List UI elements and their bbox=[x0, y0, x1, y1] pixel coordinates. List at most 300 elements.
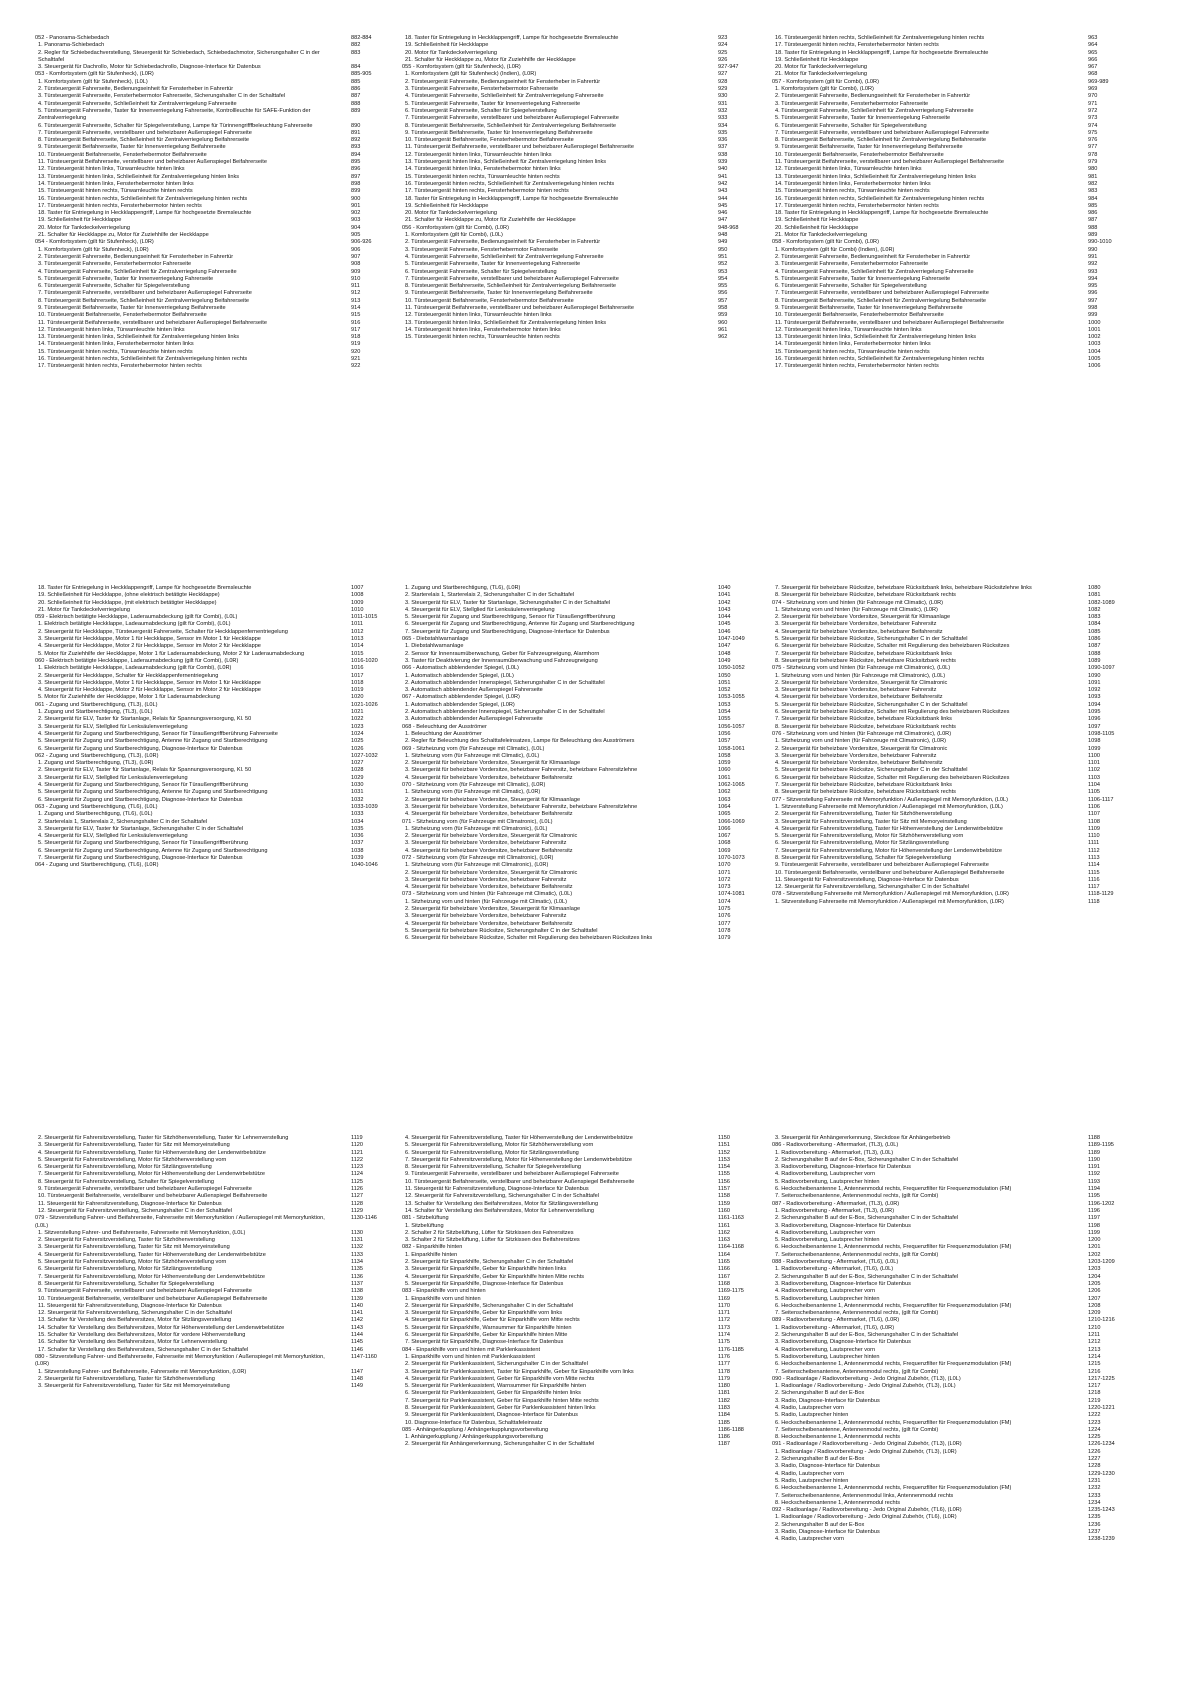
page-number: 1145 bbox=[351, 1339, 364, 1346]
entry-text: 12. Steuergerät für Fahrersitzverstellung, Sicherungshalter C in der Schalttafel bbox=[775, 884, 970, 891]
entry-text: 7. Türsteuergerät Fahrerseite, verstellbarer und beheizbarer Außenspiegel Fahrerseite bbox=[775, 290, 989, 297]
page-number: 1213 bbox=[1088, 1346, 1101, 1353]
index-entry bbox=[402, 840, 764, 847]
page-number: 908 bbox=[351, 261, 361, 268]
section-title: 080 - Sitzverstellung Fahrer- und Beifahrerseite, Fahrerseite mit Memoryfunktion / Außenspiegel mit Memoryfunktion, (L0R) bbox=[35, 1353, 325, 1368]
page-number: 1192 bbox=[1088, 1171, 1101, 1178]
page-number: 1238-1239 bbox=[1088, 1536, 1115, 1543]
entry-text: 3. Radio, Diagnose-Interface für Datenbus bbox=[775, 1463, 880, 1470]
page-number: 1083 bbox=[1088, 614, 1101, 621]
index-entry bbox=[772, 290, 1134, 297]
entry-text: 13. Türsteuergerät hinten links, Schließeinheit für Zentralverriegelung hinten links bbox=[405, 159, 607, 166]
index-entry bbox=[402, 261, 764, 268]
index-entry bbox=[772, 1274, 1134, 1281]
index-entry bbox=[772, 1244, 1134, 1251]
page-number: 1137 bbox=[351, 1280, 364, 1287]
entry-text: 4. Türsteuergerät Fahrerseite, Schließeinheit für Zentralverriegelung Fahrerseite bbox=[405, 93, 604, 100]
index-entry bbox=[772, 159, 1134, 166]
entry-text: 2. Steuergerät für Anhängererkennung, Sicherungshalter C in der Schalttafel bbox=[405, 1441, 595, 1448]
index-entry bbox=[35, 181, 397, 188]
index-entry bbox=[35, 363, 397, 370]
entry-text: 6. Türsteuergerät Fahrerseite, Schalter für Spiegelverstellung bbox=[38, 283, 190, 290]
entry-text: 6. Steuergerät für Einparkhilfe, Geber für Einparkhilfe hinten Mitte bbox=[405, 1332, 568, 1339]
index-entry bbox=[772, 137, 1134, 144]
entry-text: 8. Türsteuergerät Beifahrerseite, Schließeinheit für Zentralverriegelung Beifahrerseite bbox=[38, 297, 250, 304]
index-entry bbox=[772, 35, 1134, 42]
entry-text: 8. Heckscheibenantenne 1, Antennenmodul rechts bbox=[775, 1499, 901, 1506]
entry-text: 15. Türsteuergerät hinten rechts, Türwarnleuchte hinten rechts bbox=[405, 334, 560, 341]
index-section-heading bbox=[772, 600, 1134, 607]
entry-text: 6. Heckscheibenantenne 1, Antennenmodul rechts, Frequenzfilter für Frequenzmodulation (FM) bbox=[775, 1244, 1012, 1251]
page-number: 1209 bbox=[1088, 1310, 1101, 1317]
entry-text: 5. Radiovorbereitung, Lautsprecher hinten bbox=[775, 1353, 880, 1360]
page-number: 894 bbox=[351, 151, 361, 158]
entry-text: 5. Steuergerät für Zugang und Startberechtigung, Antenne für Zugang und Startberechtigung bbox=[38, 738, 268, 745]
entry-text: 8. Türsteuergerät Beifahrerseite, Schließeinheit für Zentralverriegelung Beifahrerseite bbox=[405, 122, 617, 129]
page-number: 931 bbox=[718, 100, 728, 107]
page-number: 955 bbox=[718, 283, 728, 290]
page-number: 1060 bbox=[718, 767, 731, 774]
index-section-heading bbox=[402, 694, 764, 701]
page-number: 1119 bbox=[351, 1135, 363, 1141]
page-number: 1115 bbox=[1088, 869, 1100, 876]
index-entry bbox=[35, 1288, 397, 1295]
entry-text: 3. Steuergerät für ELV, Stellglied für Lenksäulenverriegelung bbox=[38, 774, 188, 781]
page-number: 968 bbox=[1088, 71, 1098, 78]
entry-text: 7. Steuergerät für Zugang und Startberechtigung, Diagnose-Interface für Datenbus bbox=[405, 628, 610, 635]
index-entry bbox=[35, 680, 397, 687]
index-entry bbox=[402, 108, 764, 115]
index-entry bbox=[35, 709, 397, 716]
index-entry bbox=[772, 166, 1134, 173]
page-number: 1018 bbox=[351, 679, 364, 686]
section-title: 054 - Komfortsystem (gilt für Stufenheck), (L0R) bbox=[35, 239, 154, 246]
index-entry bbox=[402, 232, 764, 239]
index-entry bbox=[35, 1310, 397, 1317]
index-entry bbox=[772, 93, 1134, 100]
page-number: 1175 bbox=[718, 1339, 731, 1346]
page-number: 1050 bbox=[718, 672, 731, 679]
page-number: 934 bbox=[718, 122, 728, 129]
index-entry bbox=[402, 1259, 764, 1266]
index-entry bbox=[35, 1303, 397, 1310]
index-entry bbox=[35, 1164, 397, 1171]
index-entry bbox=[772, 196, 1134, 203]
page-number: 1126 bbox=[351, 1186, 364, 1193]
index-entry bbox=[772, 811, 1134, 818]
index-entry bbox=[772, 1135, 1134, 1142]
page-number: 1143 bbox=[351, 1324, 364, 1331]
page-number: 1127 bbox=[351, 1193, 364, 1200]
page-number: 1024 bbox=[351, 730, 364, 737]
page-number: 1056 bbox=[718, 730, 731, 737]
page-number: 975 bbox=[1088, 129, 1098, 136]
page-number: 1121 bbox=[351, 1149, 364, 1156]
page-number: 948 bbox=[718, 232, 728, 239]
entry-text: 7. Steuergerät für beheizbare Rücksitze, beheizbare Rücksitzbank links bbox=[775, 782, 952, 789]
page-number: 1023 bbox=[351, 723, 364, 730]
entry-text: 7. Türsteuergerät Fahrerseite, verstellbarer und beheizbarer Außenspiegel Fahrerseite bbox=[405, 115, 619, 122]
index-entry bbox=[772, 680, 1134, 687]
section-title: 071 - Sitzheizung vorn (für Fahrzeuge mit Climatronic), (L0L) bbox=[402, 818, 553, 825]
page-number: 1013 bbox=[351, 636, 364, 643]
entry-text: 6. Steuergerät für Zugang und Startberechtigung, Diagnose-Interface für Datenbus bbox=[38, 745, 243, 752]
page-number: 1122 bbox=[351, 1156, 364, 1163]
index-section-heading bbox=[402, 64, 764, 71]
entry-text: 5. Türsteuergerät Fahrerseite, Taster für Innenverriegelung Fahrerseite bbox=[775, 115, 951, 122]
entry-text: 5. Steuergerät für beheizbare Rücksitze, Sicherungshalter C in der Schalttafel bbox=[775, 701, 968, 708]
page-number: 1195 bbox=[1088, 1193, 1101, 1200]
page-number: 1050-1052 bbox=[718, 665, 745, 672]
index-entry bbox=[35, 210, 397, 217]
page-number: 1037 bbox=[351, 840, 364, 847]
page-number: 1233 bbox=[1088, 1492, 1101, 1499]
entry-text: 3. Steuergerät für beheizbare Vordersitze, beheizbarer Fahrersitz bbox=[775, 687, 937, 694]
entry-text: 8. Türsteuergerät Beifahrerseite, Schließeinheit für Zentralverriegelung Beifahrerseite bbox=[38, 137, 250, 144]
index-entry bbox=[772, 356, 1134, 363]
index-entry bbox=[35, 848, 397, 855]
index-entry bbox=[772, 130, 1134, 137]
index-entry bbox=[35, 254, 397, 261]
section-title: 062 - Zugang und Startberechtigung, (TL3), (L0R) bbox=[35, 752, 159, 759]
index-entry bbox=[772, 1237, 1134, 1244]
index-section-heading bbox=[35, 35, 397, 42]
index-entry bbox=[35, 1369, 397, 1376]
entry-text: 2. Schalter 2 für Sitzbelüftung, Lüfter für Sitzkissen des Fahrersitzes bbox=[405, 1229, 574, 1236]
index-entry bbox=[402, 210, 764, 217]
entry-text: 13. Türsteuergerät hinten links, Schließeinheit für Zentralverriegelung hinten links bbox=[38, 173, 240, 180]
index-entry bbox=[402, 753, 764, 760]
index-entry bbox=[772, 71, 1134, 78]
page-number: 882-884 bbox=[351, 35, 372, 41]
section-title: 052 - Panorama-Schiebedach bbox=[35, 35, 110, 41]
entry-text: 4. Türsteuergerät Fahrerseite, Schließeinheit für Zentralverriegelung Fahrerseite bbox=[38, 268, 237, 275]
page-number: 1017 bbox=[351, 672, 364, 679]
entry-text: 18. Taster für Entriegelung in Heckklappengriff, Lampe für hochgesetzte Bremsleuchte bbox=[775, 210, 989, 217]
entry-text: 4. Radiovorbereitung, Lautsprecher vorn bbox=[775, 1171, 876, 1178]
page-number: 1020 bbox=[351, 694, 364, 701]
index-entry bbox=[772, 1485, 1134, 1492]
index-entry bbox=[402, 1164, 764, 1171]
entry-text: 4. Steuergerät für Fahrersitzverstellung, Taster für Höhenverstellung der Lendenwirbelstütze bbox=[405, 1135, 633, 1141]
index-entry bbox=[772, 42, 1134, 49]
entry-text: 5. Türsteuergerät Fahrerseite, Taster für Innenverriegelung Fahrerseite, Kontrollleuchte für SAFE-Funktion der Zentralverriegelung bbox=[38, 107, 311, 122]
index-entry bbox=[35, 305, 397, 312]
page-number: 997 bbox=[1088, 297, 1098, 304]
index-entry bbox=[35, 775, 397, 782]
section-title: 065 - Diebstahlwarnanlage bbox=[402, 636, 469, 643]
index-panel-4 bbox=[35, 585, 397, 1085]
page-number: 913 bbox=[351, 297, 361, 304]
page-number: 978 bbox=[1088, 151, 1098, 158]
page-number: 965 bbox=[1088, 49, 1098, 56]
index-entry bbox=[402, 600, 764, 607]
index-entry bbox=[772, 334, 1134, 341]
index-entry bbox=[402, 862, 764, 869]
page-number: 1021-1026 bbox=[351, 701, 378, 708]
entry-text: 11. Steuergerät für Fahrersitzverstellung, Diagnose-Interface für Datenbus bbox=[775, 876, 959, 883]
entry-text: 1. Diebstahlwarnanlage bbox=[405, 643, 464, 650]
index-entry bbox=[402, 651, 764, 658]
index-section-heading bbox=[35, 702, 397, 709]
index-entry bbox=[772, 276, 1134, 283]
page-number: 1074 bbox=[718, 898, 731, 905]
index-entry bbox=[402, 870, 764, 877]
page-number: 1190 bbox=[1088, 1156, 1101, 1163]
entry-text: 4. Steuergerät für Zugang und Startberechtigung, Sensor für Türaußengriffberührung bbox=[38, 782, 249, 789]
entry-text: 9. Türsteuergerät Beifahrerseite, Taster für Innenverriegelung Beifahrerseite bbox=[775, 144, 963, 151]
page-number: 1193 bbox=[1088, 1178, 1101, 1185]
page-number: 963 bbox=[1088, 35, 1098, 41]
entry-text: 20. Motor für Tankdeckelverriegelung bbox=[775, 64, 867, 71]
index-entry bbox=[772, 819, 1134, 826]
page-number: 1061 bbox=[718, 774, 731, 781]
page-number: 1058-1061 bbox=[718, 745, 745, 752]
index-entry bbox=[402, 320, 764, 327]
index-entry bbox=[35, 621, 397, 628]
entry-text: 17. Türsteuergerät hinten rechts, Fensterhebermotor hinten rechts bbox=[38, 202, 202, 209]
page-number: 1178 bbox=[718, 1368, 731, 1375]
entry-text: 4. Steuergerät für Heckklappe, Motor 2 für Heckklappe, Sensor im Motor 2 für Heckklappe bbox=[38, 643, 261, 650]
page-number: 1222 bbox=[1088, 1412, 1101, 1419]
entry-text: 3. Radio, Diagnose-Interface für Datenbus bbox=[775, 1397, 880, 1404]
page-number: 1128 bbox=[351, 1200, 364, 1207]
entry-text: 4. Türsteuergerät Fahrerseite, Schließeinheit für Zentralverriegelung Fahrerseite bbox=[38, 100, 237, 107]
entry-text: 12. Steuergerät für Fahrersitzverstellung, Sicherungshalter C in der Schalttafel bbox=[38, 1310, 233, 1317]
index-entry bbox=[402, 203, 764, 210]
entry-text: 5. Radio, Lautsprecher hinten bbox=[775, 1477, 849, 1484]
page-number: 1070-1073 bbox=[718, 854, 745, 861]
index-entry bbox=[35, 1230, 397, 1237]
entry-text: 6. Steuergerät für beheizbare Rücksitze, Schalter mit Regulierung des beheizbaren Rücksitzes bbox=[775, 774, 1010, 781]
index-entry bbox=[772, 1427, 1134, 1434]
page-number: 1203-1209 bbox=[1088, 1259, 1115, 1266]
index-entry bbox=[35, 629, 397, 636]
entry-text: 3. Radiovorbereitung, Diagnose-Interface für Datenbus bbox=[775, 1280, 911, 1287]
entry-text: 3. Steuergerät für ELV, Taster für Startanlage, Sicherungshalter C in der Schalttafel bbox=[405, 599, 611, 606]
section-title: 084 - Einparkhilfe vorn und hinten mit Parklenkassistent bbox=[402, 1346, 541, 1353]
page-number: 906-926 bbox=[351, 239, 372, 246]
page-number: 984 bbox=[1088, 195, 1098, 202]
page-number: 951 bbox=[718, 253, 728, 260]
page-number: 1077 bbox=[718, 920, 731, 927]
entry-text: 5. Türsteuergerät Fahrerseite, Taster für Innenverriegelung Fahrerseite bbox=[405, 100, 581, 107]
entry-text: 7. Seitenscheibenantenne, Antennenmodul rechts, (gilt für Combi) bbox=[775, 1251, 939, 1258]
page-number: 1224 bbox=[1088, 1426, 1101, 1433]
page-number: 1183 bbox=[718, 1404, 731, 1411]
page-number: 914 bbox=[351, 304, 361, 311]
index-entry bbox=[35, 1157, 397, 1164]
page-number: 889 bbox=[351, 107, 361, 114]
page-number: 1158 bbox=[718, 1193, 731, 1200]
page-number: 982 bbox=[1088, 180, 1098, 187]
page-number: 1170 bbox=[718, 1302, 731, 1309]
entry-text: 6. Heckscheibenantenne 1, Antennenmodul rechts, Frequenzfilter für Frequenzmodulation (FM) bbox=[775, 1485, 1012, 1492]
index-entry bbox=[35, 276, 397, 283]
entry-text: 8. Heckscheibenantenne 1, Antennenmodul rechts bbox=[775, 1434, 901, 1441]
index-entry bbox=[35, 789, 397, 796]
page-number: 1199 bbox=[1088, 1229, 1101, 1236]
entry-text: 6. Steuergerät für Fahrersitzverstellung, Motor für Sitzlängsverstellung bbox=[405, 1149, 579, 1156]
page-number: 1118-1129 bbox=[1088, 891, 1114, 898]
section-title: 092 - Radioanlage / Radiovorbereitung - Jedo Original Zubehör, (TL6), (L0R) bbox=[772, 1507, 962, 1514]
index-entry bbox=[402, 188, 764, 195]
entry-text: 2. Steuergerät für Einparkhilfe, Sicherungshalter C in der Schalttafel bbox=[405, 1302, 574, 1309]
entry-text: 9. Türsteuergerät Fahrerseite, verstellbarer und beheizbarer Außenspiegel Fahrerseite bbox=[405, 1171, 619, 1178]
page-number: 1098-1105 bbox=[1088, 730, 1115, 737]
index-entry bbox=[402, 592, 764, 599]
index-entry bbox=[772, 144, 1134, 151]
index-entry bbox=[402, 254, 764, 261]
page-number: 1225 bbox=[1088, 1434, 1101, 1441]
index-entry bbox=[772, 899, 1134, 906]
page-number: 1141 bbox=[351, 1310, 364, 1317]
entry-text: 3. Steuergerät für Fahrersitzverstellung, Taster für Sitz mit Memoryeinstellung bbox=[38, 1142, 230, 1149]
page-number: 895 bbox=[351, 159, 361, 166]
index-entry bbox=[402, 1157, 764, 1164]
page-number: 1146 bbox=[351, 1346, 364, 1353]
page-number: 1033 bbox=[351, 811, 364, 818]
page-number: 942 bbox=[718, 180, 728, 187]
page-number: 1038 bbox=[351, 847, 364, 854]
page-number: 932 bbox=[718, 107, 728, 114]
index-entry bbox=[772, 1150, 1134, 1157]
page-number: 1203 bbox=[1088, 1266, 1101, 1273]
index-entry bbox=[35, 1142, 397, 1149]
index-entry bbox=[772, 673, 1134, 680]
entry-text: 13. Türsteuergerät hinten links, Schließeinheit für Zentralverriegelung hinten links bbox=[405, 319, 607, 326]
index-entry bbox=[402, 115, 764, 122]
entry-text: 4. Steuergerät für beheizbare Vordersitze, beheizbarer Beifahrersitz bbox=[775, 694, 943, 701]
entry-text: 3. Steuergerät für beheizbare Vordersitze, beheizbarer Fahrersitz, beheizbare Fahrersitzlehne bbox=[405, 767, 638, 774]
page-number: 973 bbox=[1088, 115, 1098, 122]
entry-text: 1. Elektrisch betätigte Heckklappe, Ladeaumabdeckung (gilt für Combi), (L0L) bbox=[38, 621, 231, 628]
entry-text: 11. Steuergerät für Fahrersitzverstellung, Diagnose-Interface für Datenbus bbox=[38, 1200, 222, 1207]
page-number: 1026 bbox=[351, 745, 364, 752]
page-number: 1189-1195 bbox=[1088, 1142, 1114, 1149]
entry-text: 17. Schalter für Verstellung des Beifahrersitzes, Sicherungshalter C in der Schalttafel bbox=[38, 1346, 249, 1353]
page-number: 924 bbox=[718, 42, 728, 49]
entry-text: 6. Steuergerät für beheizbare Rücksitze, Schalter mit Regulierung des beheizbaren Rücksitzes links bbox=[405, 935, 653, 942]
page-number: 939 bbox=[718, 159, 728, 166]
entry-text: 2. Steuergerät für beheizbare Vordersitze, Steuergerät für Klimaanlage bbox=[775, 614, 951, 621]
page-number: 1155 bbox=[718, 1171, 731, 1178]
entry-text: 21. Motor für Tankdeckelverriegelung bbox=[775, 232, 867, 239]
index-entry bbox=[772, 877, 1134, 884]
page-number: 1076 bbox=[718, 913, 731, 920]
index-entry bbox=[772, 57, 1134, 64]
entry-text: 7. Türsteuergerät Fahrerseite, verstellbarer und beheizbarer Außenspiegel Fahrerseite bbox=[38, 129, 252, 136]
index-entry bbox=[772, 1420, 1134, 1427]
page-number: 1196 bbox=[1088, 1207, 1101, 1214]
page-number: 900 bbox=[351, 195, 361, 202]
page-number: 1116 bbox=[1088, 876, 1100, 883]
entry-text: 10. Türsteuergerät Beifahrerseite, Fensterhebermotor Beifahrerseite bbox=[405, 297, 574, 304]
index-entry bbox=[772, 174, 1134, 181]
page-number: 896 bbox=[351, 166, 361, 173]
page-number: 1188 bbox=[1088, 1135, 1101, 1141]
entry-text: 6. Türsteuergerät Fahrerseite, Schalter für Spiegelverstellung bbox=[775, 122, 927, 129]
page-number: 1154 bbox=[718, 1164, 731, 1171]
page-number: 1125 bbox=[351, 1178, 364, 1185]
section-title: 057 - Komfortsystem (gilt für Combi), (L0R) bbox=[772, 78, 879, 85]
page-number: 1094 bbox=[1088, 701, 1101, 708]
index-section-heading bbox=[772, 79, 1134, 86]
page-number: 1112 bbox=[1088, 847, 1100, 854]
index-section-heading bbox=[402, 724, 764, 731]
entry-text: 16. Türsteuergerät hinten rechts, Schließeinheit für Zentralverriegelung hinten rechts bbox=[775, 356, 985, 363]
entry-text: 10. Türsteuergerät Beifahrerseite, verstellbarer und beheizbarer Außenspiegel Beifahrerseite bbox=[405, 1178, 635, 1185]
entry-text: 8. Steuergerät für beheizbare Rücksitze, beheizbare Rücksitzbank rechts bbox=[775, 657, 956, 664]
index-entry bbox=[402, 716, 764, 723]
entry-text: 4. Steuergerät für ELV, Stellglied für Lenksäulenverriegelung bbox=[38, 833, 188, 840]
page-number: 1140 bbox=[351, 1302, 364, 1309]
index-entry bbox=[402, 1150, 764, 1157]
entry-text: 4. Steuergerät für beheizbare Vordersitze, beheizbarer Beifahrersitz bbox=[405, 920, 573, 927]
index-entry bbox=[35, 152, 397, 159]
page-number: 1148 bbox=[351, 1375, 364, 1382]
page-number: 1236 bbox=[1088, 1521, 1101, 1528]
page-number: 1040-1046 bbox=[351, 862, 378, 869]
page-number: 1129 bbox=[351, 1207, 364, 1214]
entry-text: 4. Radiovorbereitung, Lautsprecher vorn bbox=[775, 1229, 876, 1236]
index-entry bbox=[35, 1171, 397, 1178]
entry-text: 1. Sitzheizung vorn und hinten (für Fahrzeuge mit Climatronic), (L0R) bbox=[775, 738, 946, 745]
index-entry bbox=[402, 899, 764, 906]
page-number: 1124 bbox=[351, 1171, 364, 1178]
index-entry bbox=[772, 254, 1134, 261]
entry-text: 5. Steuergerät für Fahrersitzverstellung, Motor für Sitzhöhenverstellung vorn bbox=[775, 833, 964, 840]
index-entry bbox=[772, 855, 1134, 862]
index-entry bbox=[772, 363, 1134, 370]
entry-text: 17. Türsteuergerät hinten rechts, Fensterhebermotor hinten rechts bbox=[775, 202, 939, 209]
entry-text: 14. Türsteuergerät hinten links, Fensterhebermotor hinten links bbox=[775, 341, 931, 348]
entry-text: 6. Steuergerät für beheizbare Rücksitze, Schalter mit Regulierung des beheizbaren Rücksitzes bbox=[775, 643, 1010, 650]
page-number: 1082-1089 bbox=[1088, 599, 1115, 606]
entry-text: 5. Steuergerät für Fahrersitzverstellung, Motor für Sitzhöhenverstellung vorn bbox=[405, 1142, 594, 1149]
index-entry bbox=[402, 811, 764, 818]
page-number: 1139 bbox=[351, 1295, 364, 1302]
entry-text: 11. Türsteuergerät Beifahrerseite, verstellbarer und beheizbarer Außenspiegel Beifahrerseite bbox=[775, 159, 1004, 166]
section-title: 076 - Sitzheizung vorn und hinten (für Fahrzeuge mit Climatronic), (L0R) bbox=[772, 730, 952, 737]
index-entry bbox=[35, 1237, 397, 1244]
index-entry bbox=[402, 1376, 764, 1383]
index-entry bbox=[772, 1325, 1134, 1332]
entry-text: 4. Radiovorbereitung, Lautsprecher vorn bbox=[775, 1346, 876, 1353]
entry-text: 8. Steuergerät für beheizbare Rücksitze, beheizbare Rücksitzbank rechts bbox=[775, 789, 956, 796]
page-number: 1044 bbox=[718, 614, 731, 621]
page-number: 1079 bbox=[718, 935, 731, 942]
index-entry bbox=[35, 188, 397, 195]
entry-text: 1. Zugang und Startberechtigung, (TL6), (L0L) bbox=[38, 811, 153, 818]
index-entry bbox=[772, 1288, 1134, 1295]
entry-text: 7. Seitenscheibenantenne, Antennenmodul rechts, (gilt für Combi) bbox=[775, 1310, 939, 1317]
entry-text: 12. Türsteuergerät hinten links, Türwarnleuchte hinten links bbox=[38, 166, 185, 173]
page-number: 885 bbox=[351, 78, 361, 85]
index-panel-9 bbox=[772, 1135, 1134, 1635]
section-title: 059 - Elektrisch betätigte Heckklappe, Laderaumabdeckung (gilt für Combi), (L0L) bbox=[35, 614, 238, 621]
entry-text: 6. Heckscheibenantenne 1, Antennenmodul rechts, Frequenzfilter für Frequenzmodulation (FM) bbox=[775, 1419, 1012, 1426]
page-number: 1207 bbox=[1088, 1295, 1101, 1302]
page-number: 1068 bbox=[718, 840, 731, 847]
page-number: 1053-1055 bbox=[718, 694, 745, 701]
entry-text: 12. Steuergerät für Fahrersitzverstellung, Sicherungshalter C in der Schalttafel bbox=[405, 1193, 600, 1200]
index-entry bbox=[772, 1529, 1134, 1536]
page-number: 1182 bbox=[718, 1397, 731, 1404]
entry-text: 5. Steuergerät für beheizbare Rücksitze, Sicherungshalter C in der Schalttafel bbox=[775, 636, 968, 643]
page-number: 971 bbox=[1088, 100, 1098, 107]
entry-text: 3. Türsteuergerät Fahrerseite, Fensterhebermotor Fahrerseite bbox=[405, 246, 559, 253]
